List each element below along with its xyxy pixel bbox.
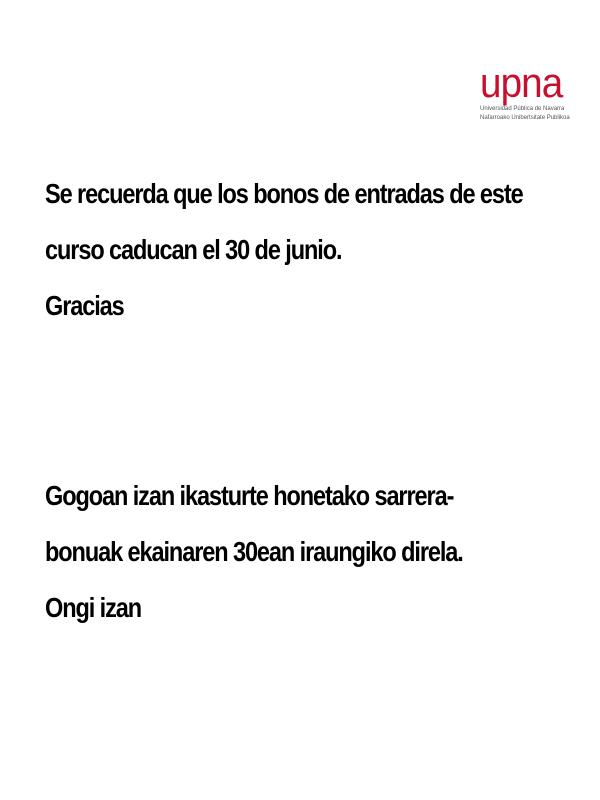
upna-logo: [480, 59, 570, 122]
notice-line: Gracias: [45, 290, 124, 321]
notice-line: bonuak ekainaren 30ean iraungiko direla.: [45, 536, 463, 567]
logo-subtitle-es: Universidad Pública de Navarra: [480, 106, 565, 112]
logo-subtitle-eu: Nafarroako Unibertsitate Publikoa: [480, 115, 570, 121]
notice-line: Ongi izan: [45, 592, 142, 623]
logo-wordmark: upna: [480, 59, 563, 106]
notice-spanish: [45, 166, 523, 334]
notice-basque: [45, 468, 499, 636]
notice-line: Gogoan izan ikasturte honetako sarrera-: [45, 480, 454, 511]
notice-line: curso caducan el 30 de junio.: [45, 234, 342, 265]
notice-line: Se recuerda que los bonos de entradas de este: [45, 178, 523, 209]
